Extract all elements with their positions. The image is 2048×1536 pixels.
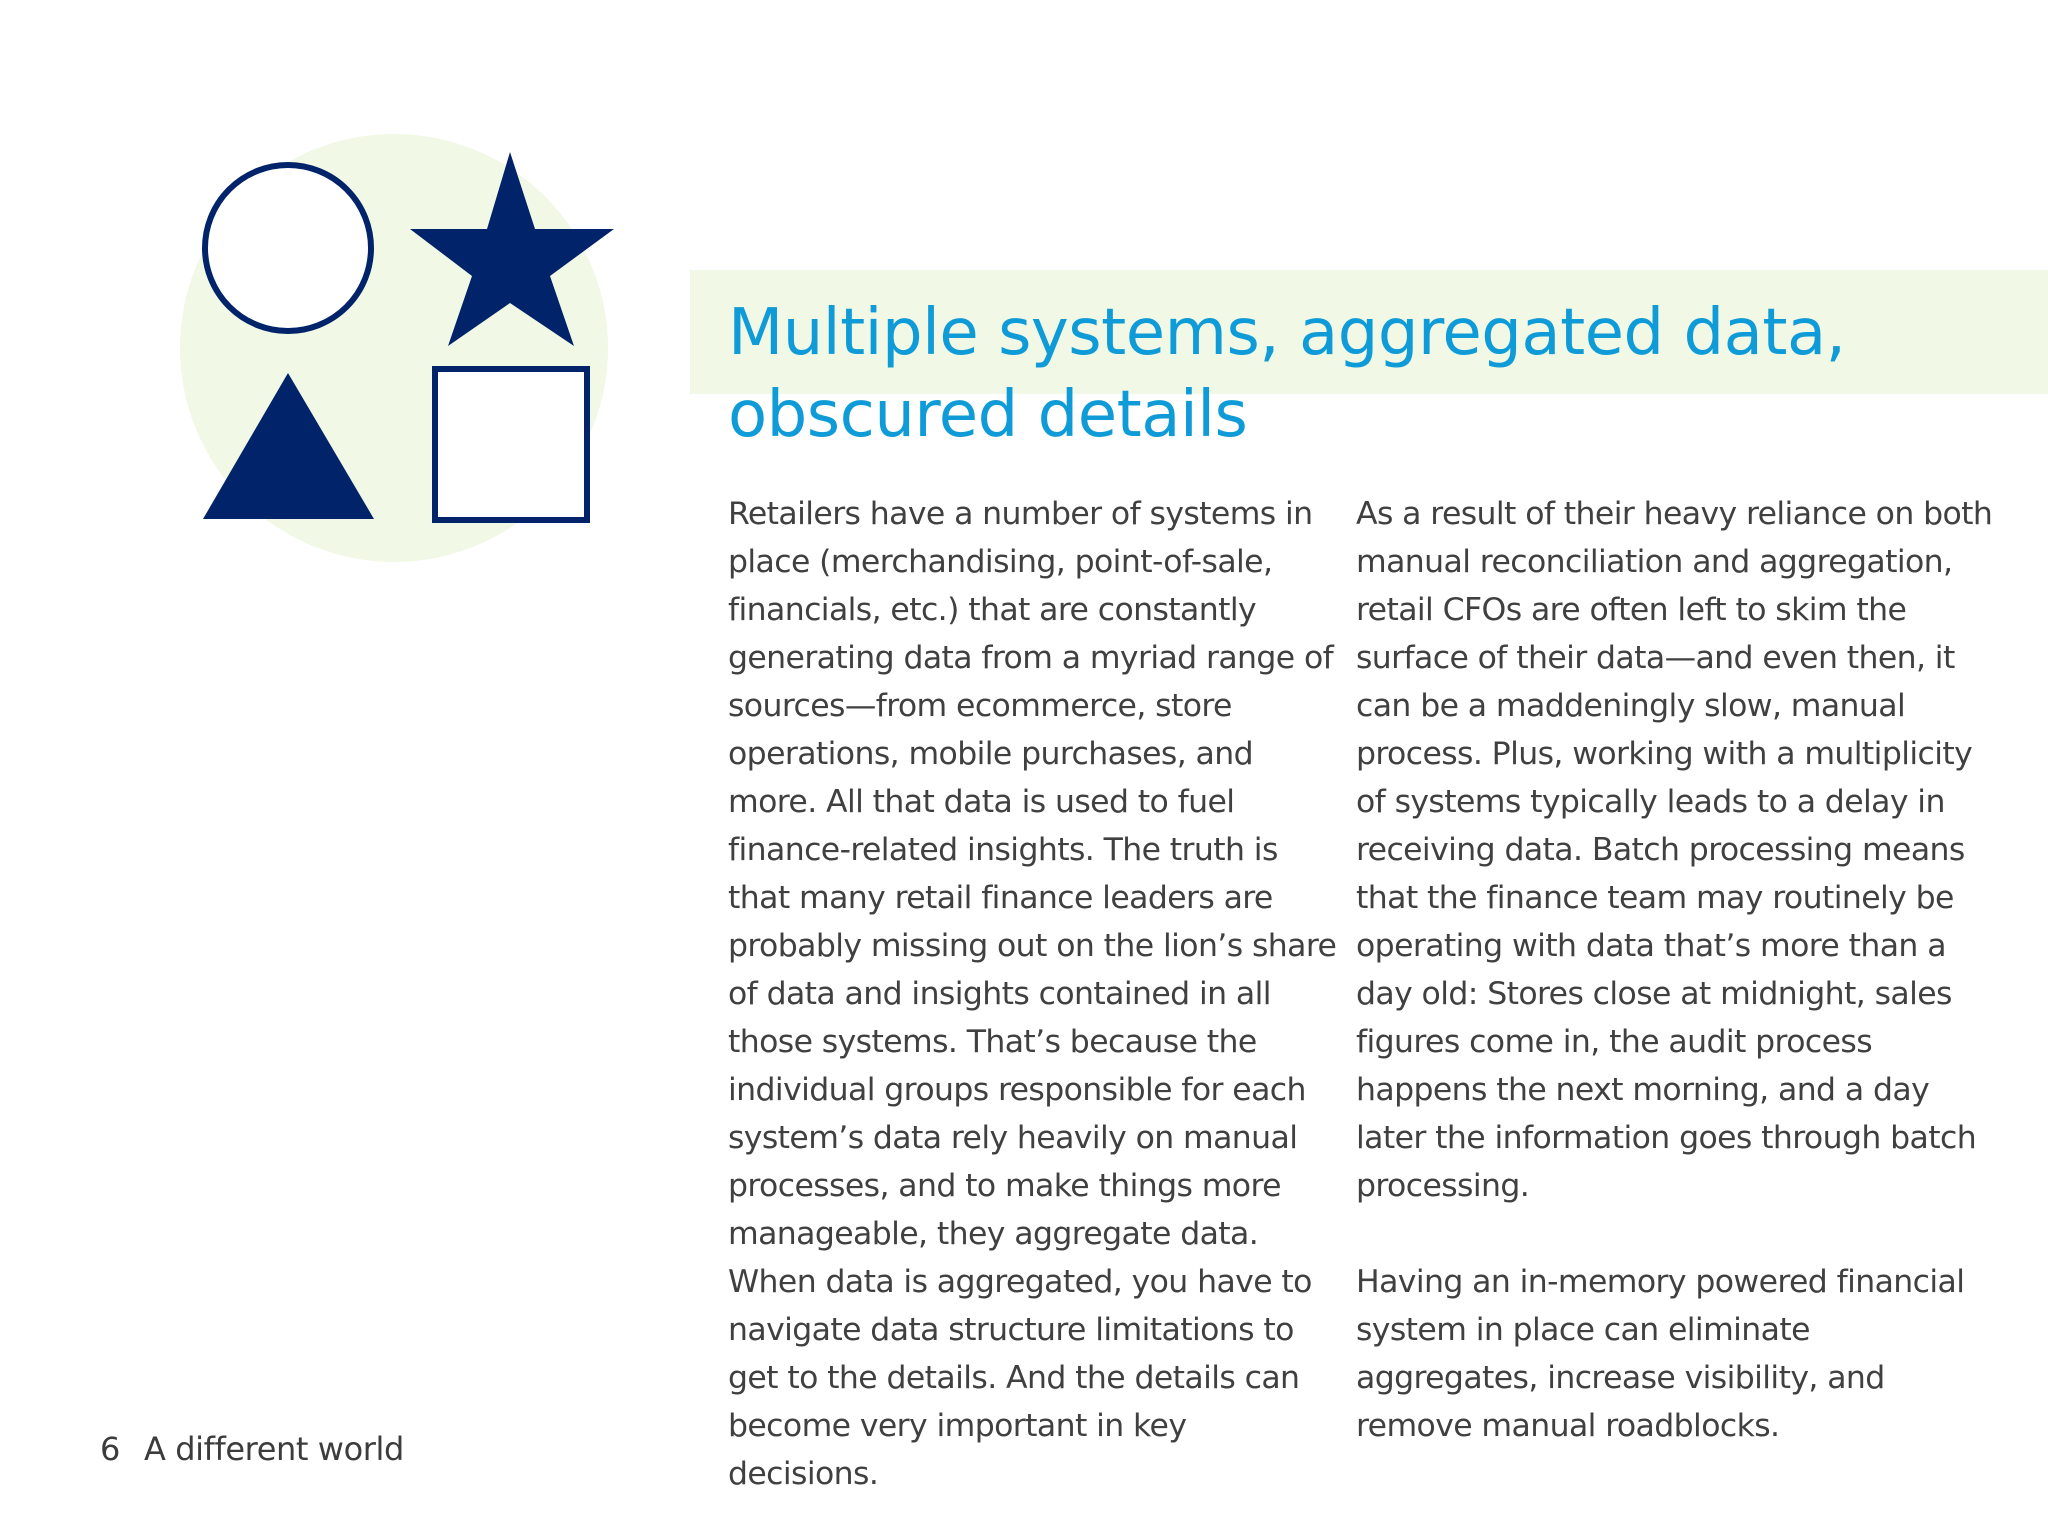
section-name: A different world bbox=[143, 1430, 404, 1468]
left-paragraph-1: Retailers have a number of systems in place (merchandising, point-of-sale, financials, etc.) that are constantly generating data from a myriad range of sources—from ecommerce, store operations, mobile purchases, and more. All that data is used to fuel finance-related insights. The truth is that many retail finance leaders are probably missing out on the lion’s share of data and insights contained in all those systems. That’s because the individual groups responsible for each system’s data rely heavily on manual processes, and to make things more manageable, they aggregate data. When data is aggregated, you have to navigate data structure limitations to get to the details. And the details can become very important in key decisions. bbox=[728, 496, 1337, 1492]
page-number: 6 bbox=[100, 1430, 120, 1468]
page-footer bbox=[100, 1427, 404, 1471]
right-paragraph-1: As a result of their heavy reliance on both manual reconciliation and aggregation, retail CFOs are often left to skim the surface of their data—and even then, it can be a maddeningly slow, manual process. Plus, working with a multiplicity of systems typically leads to a delay in receiving data. Batch processing means that the finance team may routinely be operating with data that’s more than a day old: Stores close at midnight, sales figures come in, the audit process happens the next morning, and a day later the information goes through batch processing. bbox=[1356, 496, 1993, 1204]
page-title: Multiple systems, aggregated data, obscured details bbox=[728, 296, 1846, 452]
shapes-illustration bbox=[0, 0, 700, 600]
right-column bbox=[1356, 490, 1996, 1450]
circle-outline-icon bbox=[205, 165, 371, 331]
square-outline-icon bbox=[435, 369, 587, 520]
right-paragraph-2: Having an in-memory powered financial system in place can eliminate aggregates, increase visibility, and remove manual roadblocks. bbox=[1356, 1264, 1965, 1444]
left-column bbox=[728, 490, 1338, 1498]
